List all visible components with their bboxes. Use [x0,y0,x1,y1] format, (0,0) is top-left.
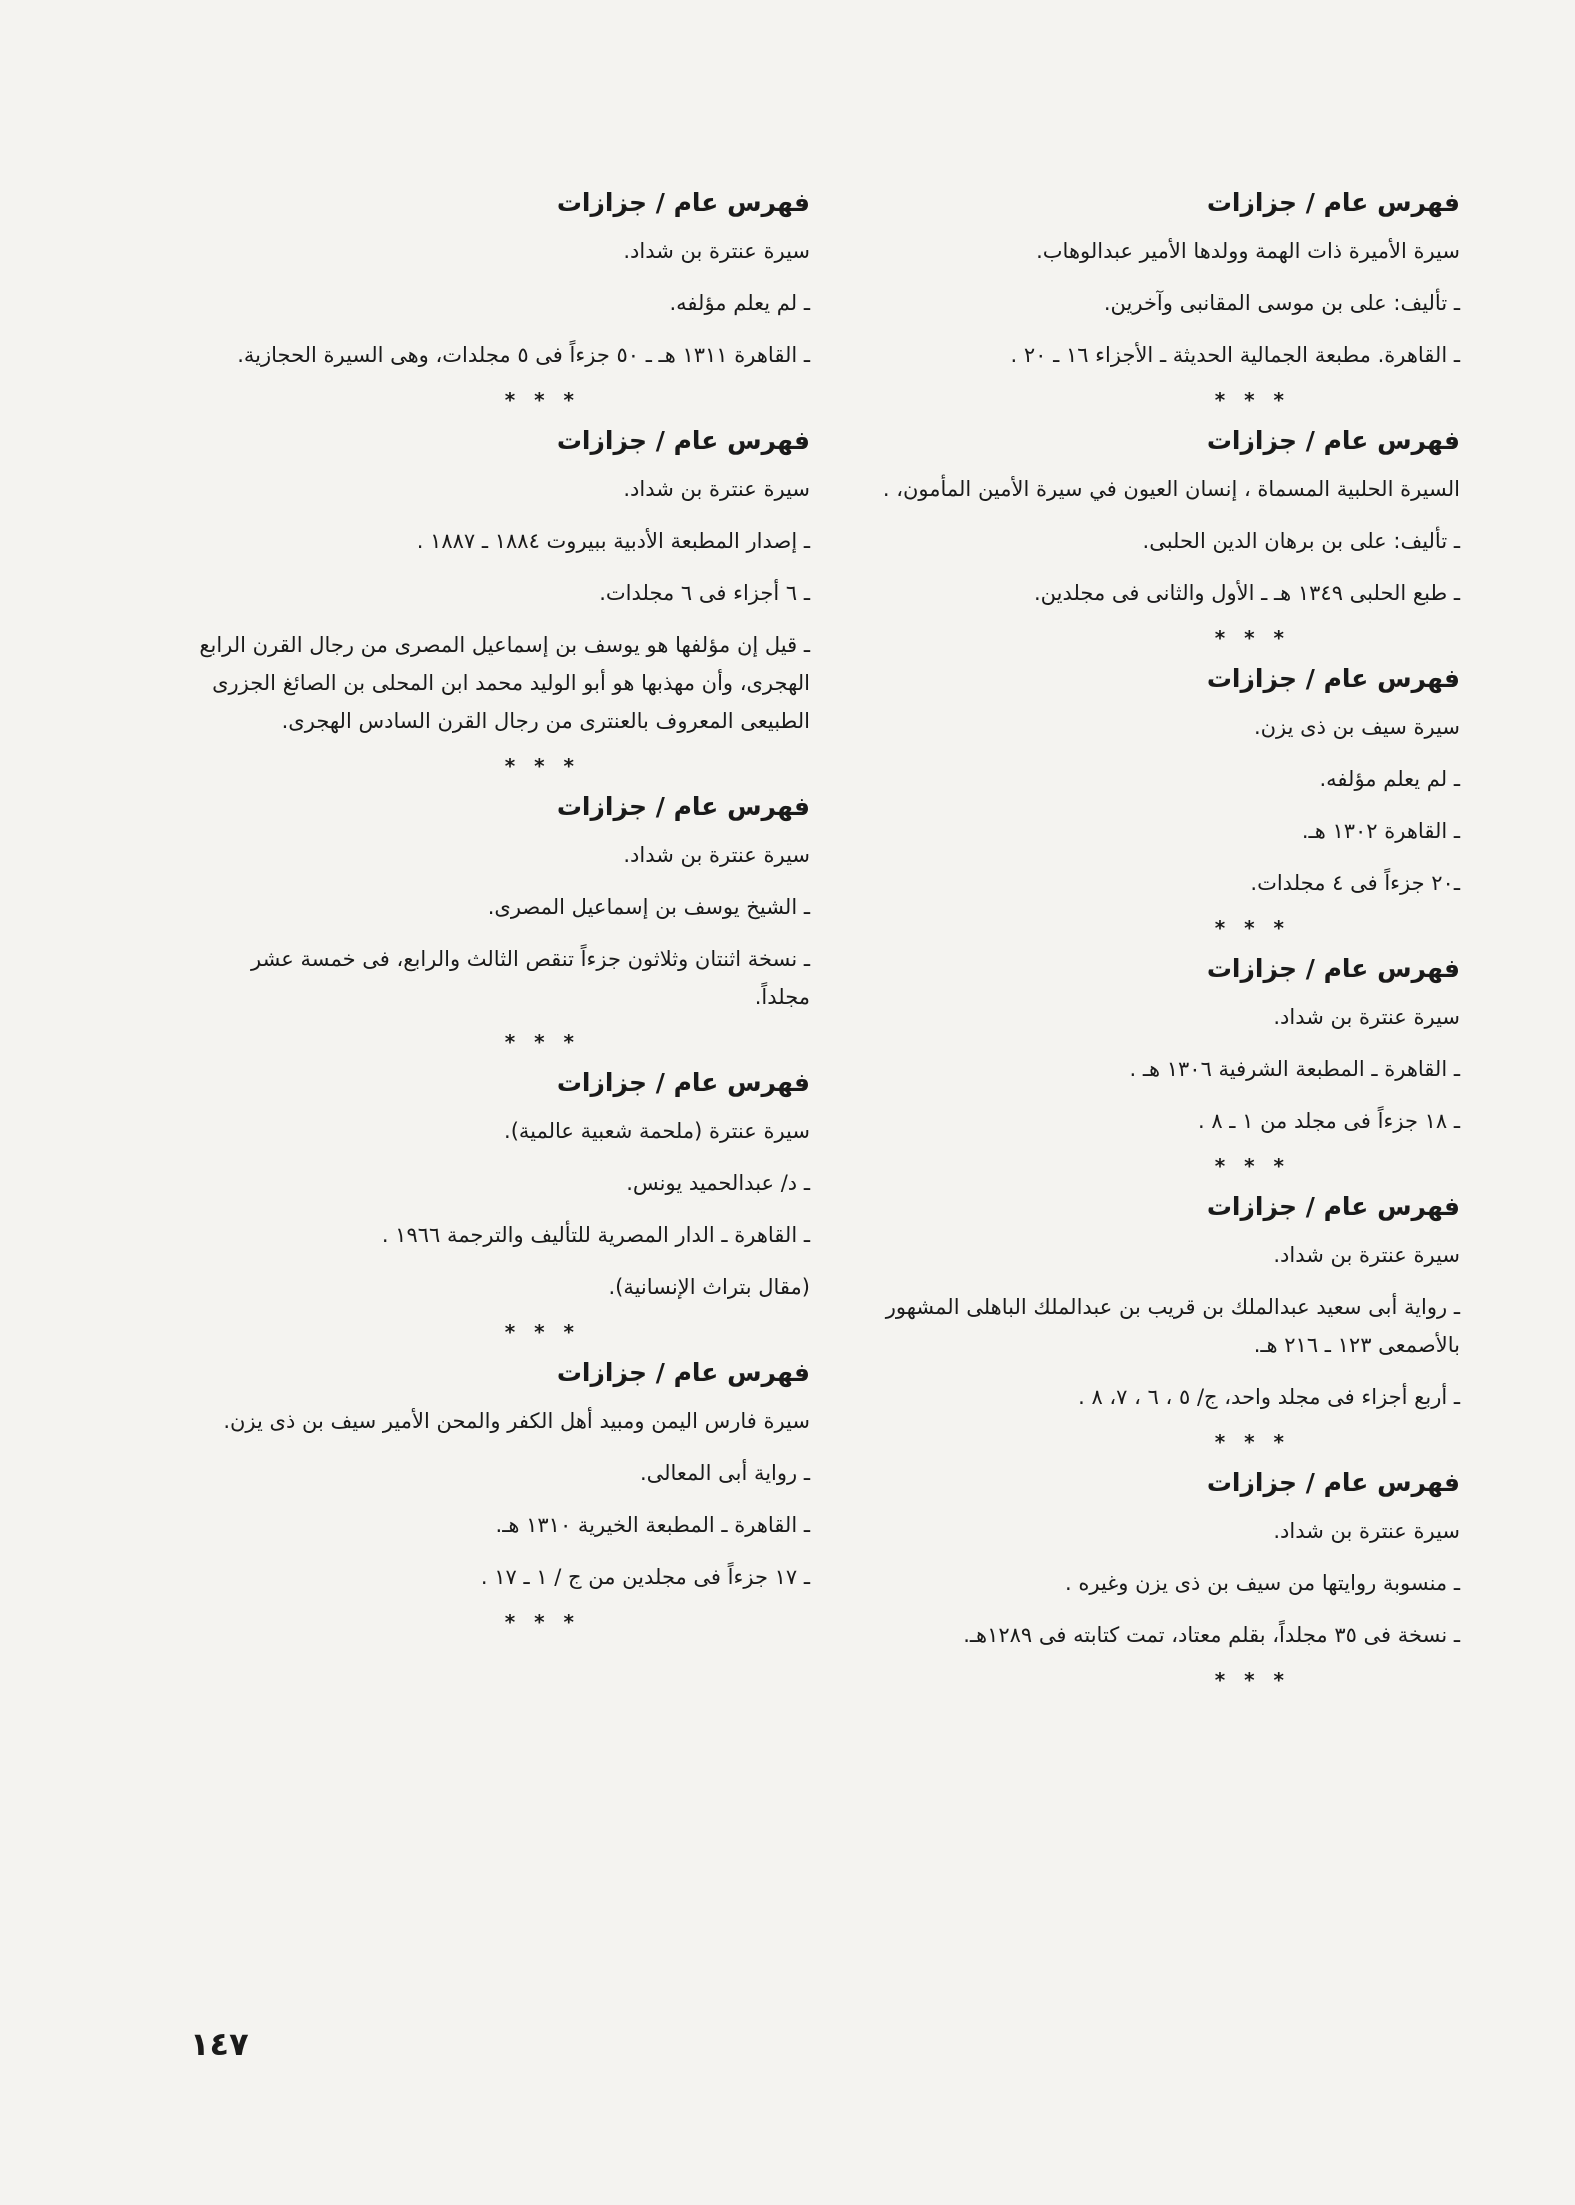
entry-line: ـ طبع الحلبى ١٣٤٩ هـ ـ الأول والثانى فى مجلدين. [1033,581,1460,605]
catalog-entry [195,1066,810,1306]
left-column [195,178,810,1646]
entry-line: ـ رواية أبى سعيد عبدالملك بن قريب بن عبدالملك الباهلى المشهور بالأصمعى ١٢٣ ـ ٢١٦ هـ. [885,1295,1460,1357]
entry-heading: فهرس عام / جزازات [1206,1192,1460,1221]
entry-line: ـ القاهرة ـ المطبعة الشرفية ١٣٠٦ هـ . [1129,1057,1460,1081]
entry-heading: فهرس عام / جزازات [1206,426,1460,455]
catalog-entry [195,790,810,1016]
entry-separator: * * * [504,1030,580,1054]
entry-heading: فهرس عام / جزازات [556,1358,810,1387]
entry-separator: * * * [1214,1430,1290,1454]
entry-line: سيرة عنترة بن شداد. [623,239,810,263]
entry-line: ـ ١٨ جزءاً فى مجلد من ١ ـ ٨ . [1197,1109,1460,1133]
entry-heading: فهرس عام / جزازات [556,188,810,217]
entry-separator: * * * [1214,1154,1290,1178]
catalog-entry [870,424,1460,612]
entry-heading: فهرس عام / جزازات [556,426,810,455]
entry-line: ـ القاهرة ١٣١١ هـ ـ ٥٠ جزءاً فى ٥ مجلدات، وهى السيرة الحجازية. [237,343,810,367]
entry-line: ـ أربع أجزاء فى مجلد واحد، ج/ ٥ ، ٦ ، ٧، ٨ . [1078,1385,1460,1409]
entry-line: سيرة عنترة بن شداد. [623,843,810,867]
entry-line: سيرة عنترة بن شداد. [623,477,810,501]
entry-line: ـ لم يعلم مؤلفه. [669,291,810,315]
right-column [870,178,1460,1704]
entry-line: ـ القاهرة ١٣٠٢ هـ. [1301,819,1460,843]
entry-line: ـ د/ عبدالحميد يونس. [626,1171,810,1195]
entry-heading: فهرس عام / جزازات [556,792,810,821]
entry-line: ـ ١٧ جزءاً فى مجلدين من ج / ١ ـ ١٧ . [480,1565,810,1589]
entry-heading: فهرس عام / جزازات [556,1068,810,1097]
entry-line: ـ القاهرة. مطبعة الجمالية الحديثة ـ الأجزاء ١٦ ـ ٢٠ . [1010,343,1460,367]
entry-heading: فهرس عام / جزازات [1206,954,1460,983]
entry-separator: * * * [1214,1668,1290,1692]
catalog-entry [195,424,810,740]
entry-line: ـ منسوبة روايتها من سيف بن ذى يزن وغيره . [1065,1571,1460,1595]
entry-line: ـ نسخة اثنتان وثلاثون جزءاً تنقص الثالث والرابع، فى خمسة عشر مجلداً. [250,947,810,1009]
entry-line: سيرة عنترة (ملحمة شعبية عالمية). [504,1119,810,1143]
entry-line: سيرة عنترة بن شداد. [1273,1519,1460,1543]
entry-separator: * * * [504,1610,580,1634]
entry-separator: * * * [1214,626,1290,650]
catalog-entry [870,1190,1460,1416]
entry-line: سيرة فارس اليمن ومبيد أهل الكفر والمحن الأمير سيف بن ذى يزن. [223,1409,810,1433]
entry-line: (مقال بتراث الإنسانية). [608,1275,810,1299]
entry-line: ـ تأليف: على بن برهان الدين الحلبى. [1142,529,1460,553]
entry-line: ـ لم يعلم مؤلفه. [1319,767,1460,791]
page-number: ١٤٧ [190,2025,249,2063]
entry-line: ـ إصدار المطبعة الأدبية ببيروت ١٨٨٤ ـ ١٨٨٧ . [416,529,810,553]
entry-line: ـ رواية أبى المعالى. [639,1461,810,1485]
entry-line: سيرة عنترة بن شداد. [1273,1243,1460,1267]
catalog-entry [870,662,1460,902]
entry-line: ـ تأليف: على بن موسى المقانبى وآخرين. [1103,291,1460,315]
entry-separator: * * * [1214,388,1290,412]
entry-separator: * * * [504,388,580,412]
entry-line: السيرة الحلبية المسماة ، إنسان العيون في سيرة الأمين المأمون، . [882,477,1460,501]
entry-line: ـ٢٠ جزءاً فى ٤ مجلدات. [1250,871,1460,895]
entry-separator: * * * [504,1320,580,1344]
catalog-entry [870,186,1460,374]
entry-line: ـ القاهرة ـ الدار المصرية للتأليف والترجمة ١٩٦٦ . [381,1223,810,1247]
entry-separator: * * * [1214,916,1290,940]
entry-separator: * * * [504,754,580,778]
entry-line: سيرة الأميرة ذات الهمة وولدها الأمير عبدالوهاب. [1036,239,1460,263]
entry-line: سيرة عنترة بن شداد. [1273,1005,1460,1029]
entry-heading: فهرس عام / جزازات [1206,188,1460,217]
entry-heading: فهرس عام / جزازات [1206,1468,1460,1497]
catalog-entry [870,1466,1460,1654]
entry-line: سيرة سيف بن ذى يزن. [1253,715,1460,739]
catalog-entry [195,1356,810,1596]
entry-line: ـ الشيخ يوسف بن إسماعيل المصرى. [487,895,810,919]
entry-line: ـ ٦ أجزاء فى ٦ مجلدات. [599,581,810,605]
entry-line: ـ قيل إن مؤلفها هو يوسف بن إسماعيل المصرى من رجال القرن الرابع الهجرى، وأن مهذبها هو أبو الوليد محمد ابن المحلى بن الصائغ الجزرى الطبيعى المعروف بالعنترى من رجال القرن السادس الهجرى. [199,633,810,733]
catalog-entry [870,952,1460,1140]
catalog-entry [195,186,810,374]
entry-line: ـ نسخة فى ٣٥ مجلداً، بقلم معتاد، تمت كتابته فى ١٢٨٩هـ. [963,1623,1460,1647]
entry-line: ـ القاهرة ـ المطبعة الخيرية ١٣١٠ هـ. [495,1513,810,1537]
entry-heading: فهرس عام / جزازات [1206,664,1460,693]
